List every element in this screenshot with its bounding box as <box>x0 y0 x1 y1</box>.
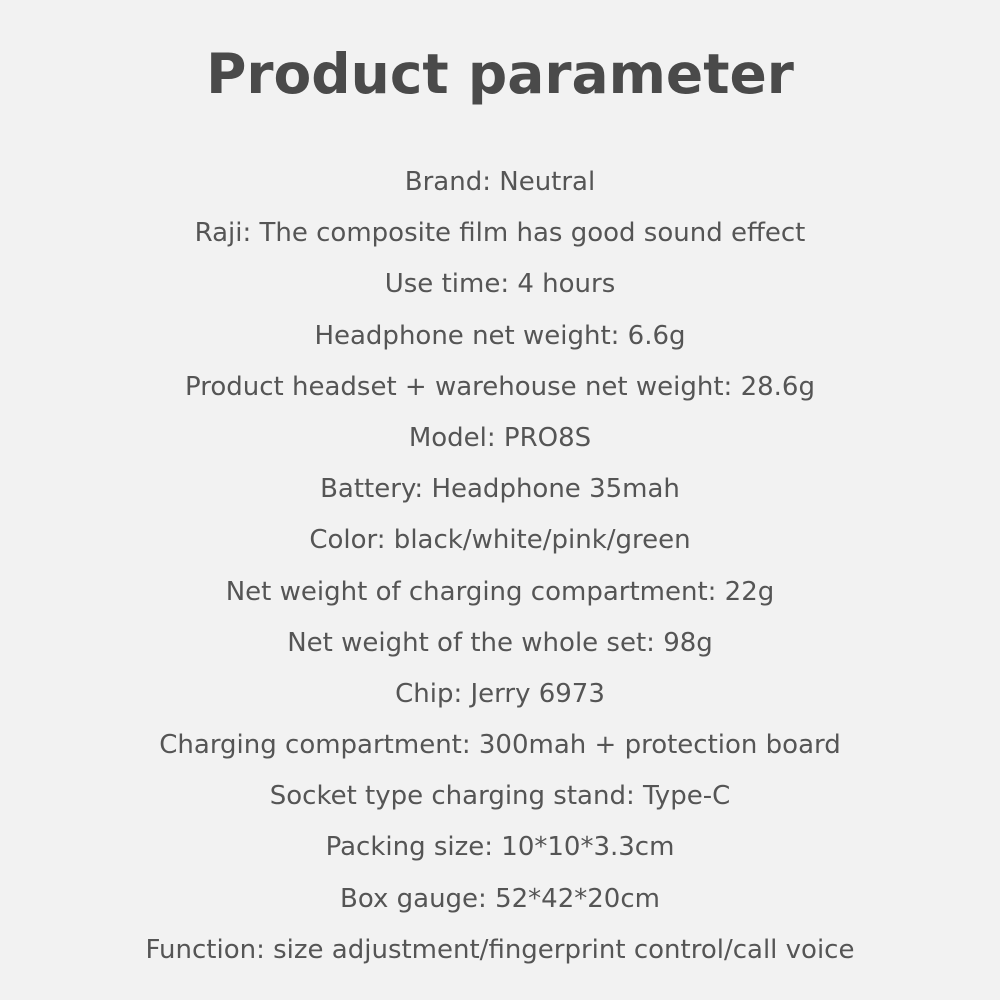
product-parameter-list <box>0 157 1000 976</box>
param-whole-set-weight: Net weight of the whole set: 98g <box>287 627 713 658</box>
param-headphone-net-weight: Headphone net weight: 6.6g <box>314 320 686 351</box>
param-box-gauge: Box gauge: 52*42*20cm <box>340 883 660 914</box>
param-chip: Chip: Jerry 6973 <box>395 678 605 709</box>
param-headset-warehouse-net-weight: Product headset + warehouse net weight: 28.6g <box>185 371 815 402</box>
param-charging-compartment-weight: Net weight of charging compartment: 22g <box>225 576 775 607</box>
param-charging-compartment: Charging compartment: 300mah + protection board <box>159 730 841 761</box>
param-socket-type: Socket type charging stand: Type-C <box>269 781 731 812</box>
param-use-time: Use time: 4 hours <box>384 269 616 300</box>
param-color: Color: black/white/pink/green <box>309 525 691 556</box>
param-model: Model: PRO8S <box>408 422 592 453</box>
param-brand: Brand: Neutral <box>404 167 596 197</box>
param-packing-size: Packing size: 10*10*3.3cm <box>325 832 675 863</box>
param-function: Function: size adjustment/fingerprint control/call voice <box>145 934 855 965</box>
page-title: Product parameter <box>206 42 794 106</box>
param-raji: Raji: The composite film has good sound effect <box>194 218 806 249</box>
param-battery: Battery: Headphone 35mah <box>320 474 680 505</box>
